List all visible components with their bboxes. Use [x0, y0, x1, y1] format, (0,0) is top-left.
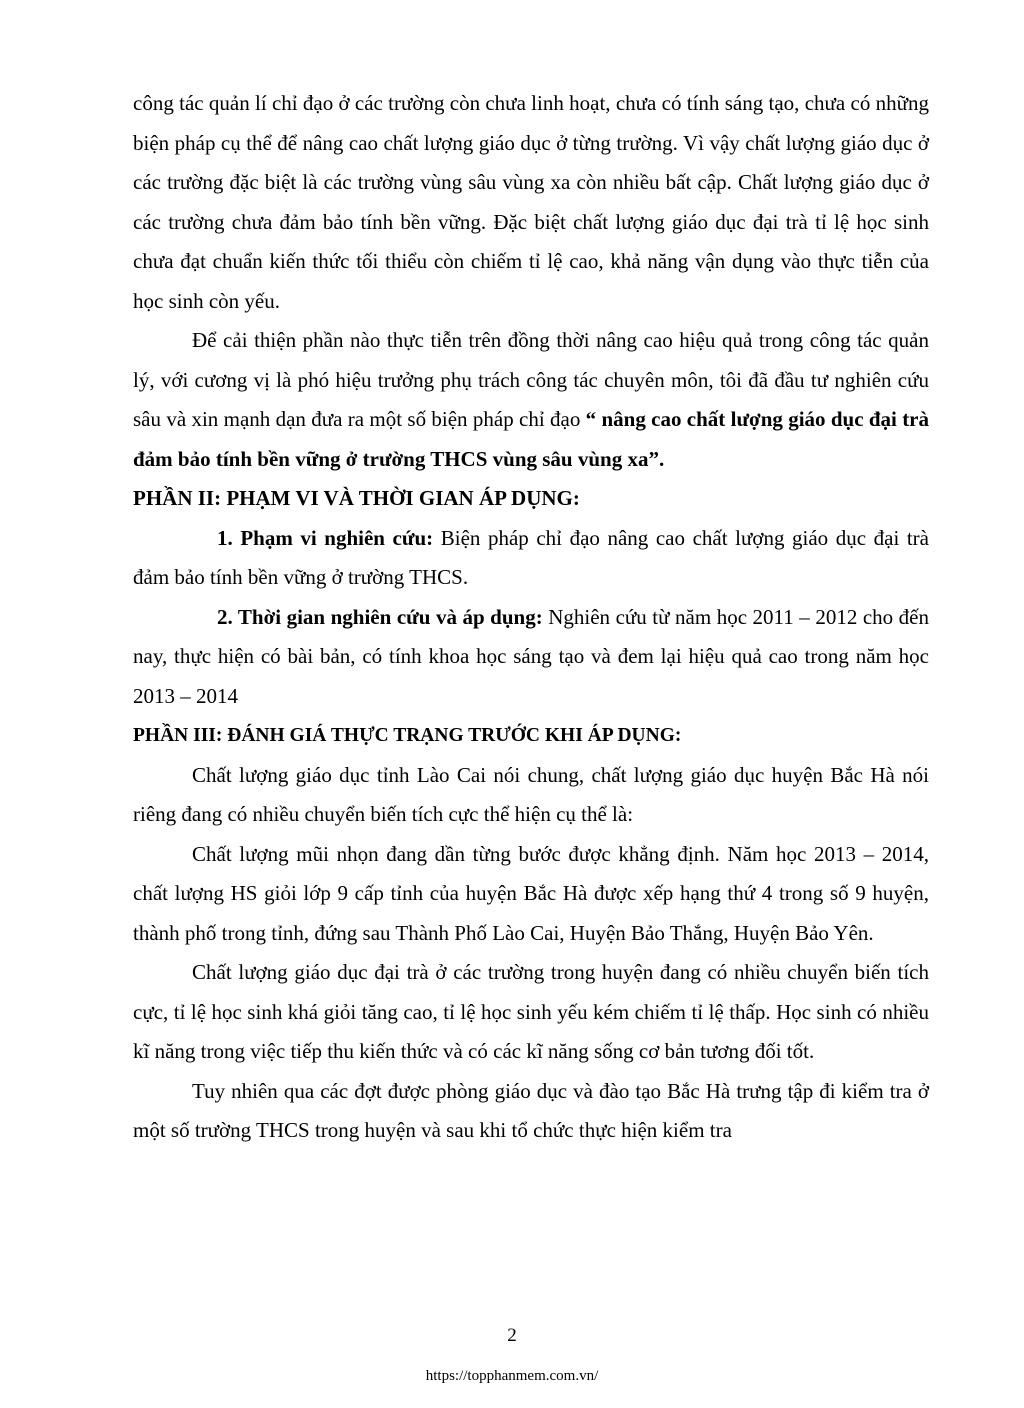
- paragraph-3: Chất lượng giáo dục tỉnh Lào Cai nói chung, chất lượng giáo dục huyện Bắc Hà nói riêng đang có nhiều chuyển biến tích cực thể hiện cụ thể là:: [133, 762, 929, 826]
- item-1-text: Biện pháp chỉ đạo nâng cao chất lượng giáo dục đại trà đảm bảo tính bền vững ở trường THCS.: [133, 525, 929, 589]
- page-body: [133, 84, 929, 1151]
- paragraph-6: Tuy nhiên qua các đợt được phòng giáo dục và đào tạo Bắc Hà trưng tập đi kiểm tra ở một số trường THCS trong huyện và sau khi tổ chức thực hiện kiểm tra: [133, 1078, 929, 1142]
- paragraph-5: Chất lượng giáo dục đại trà ở các trường trong huyện đang có nhiều chuyển biến tích cực, tỉ lệ học sinh khá giỏi tăng cao, tỉ lệ học sinh yếu kém chiếm tỉ lệ thấp. Học sinh có nhiều kĩ năng trong việc tiếp thu kiến thức và có các kĩ năng sống cơ bản tương đối tốt.: [133, 960, 929, 1063]
- paragraph-4: Chất lượng mũi nhọn đang dần từng bước được khẳng định. Năm học 2013 – 2014, chất lượng HS giỏi lớp 9 cấp tỉnh của huyện Bắc Hà được xếp hạng thứ 4 trong số 9 huyện, thành phố trong tỉnh, đứng sau Thành Phố Lào Cai, Huyện Bảo Thắng, Huyện Bảo Yên.: [133, 841, 929, 945]
- paragraph-2-text: Để cải thiện phần nào thực tiễn trên đồng thời nâng cao hiệu quả trong công tác quản lý, với cương vị là phó hiệu trưởng phụ trách công tác chuyên môn, tôi đã đầu tư nghiên cứu sâu và xin mạnh dạn đưa ra một số biện pháp chỉ đạo: [133, 328, 929, 431]
- section-heading-part-3: PHẦN III: ĐÁNH GIÁ THỰC TRẠNG TRƯỚC KHI ÁP DỤNG:: [133, 725, 682, 746]
- paragraph-2-bold-title: “ nâng cao chất lượng giáo dục đại trà đảm bảo tính bền vững ở trường THCS vùng sâu vùng xa”.: [133, 407, 930, 471]
- item-2-paragraph: [133, 598, 929, 717]
- item-2-text: Nghiên cứu từ năm học 2011 – 2012 cho đến nay, thực hiện có bài bản, có tính khoa học sáng tạo và đem lại hiệu quả cao trong năm học 2013 – 2014: [133, 604, 930, 708]
- paragraph-2: [133, 321, 929, 479]
- item-1-paragraph: [133, 519, 929, 598]
- page-number: 2: [507, 1325, 517, 1346]
- section-heading-part-2: PHẦN II: PHẠM VI VÀ THỜI GIAN ÁP DỤNG:: [133, 486, 580, 510]
- paragraph-1: công tác quản lí chỉ đạo ở các trường còn chưa linh hoạt, chưa có tính sáng tạo, chưa có những biện pháp cụ thể để nâng cao chất lượng giáo dục ở từng trường. Vì vậy chất lượng giáo dục ở các trường đặc biệt là các trường vùng sâu vùng xa còn nhiều bất cập. Chất lượng giáo dục ở các trường chưa đảm bảo tính bền vững. Đặc biệt chất lượng giáo dục đại trà tỉ lệ học sinh chưa đạt chuẩn kiến thức tối thiểu còn chiếm tỉ lệ cao, khả năng vận dụng vào thực tiễn của học sinh còn yếu.: [133, 91, 929, 313]
- item-1-label: 1. Phạm vi nghiên cứu:: [217, 525, 434, 550]
- footer-url: https://topphanmem.com.vn/: [425, 1368, 599, 1384]
- item-2-label: 2. Thời gian nghiên cứu và áp dụng:: [217, 604, 543, 629]
